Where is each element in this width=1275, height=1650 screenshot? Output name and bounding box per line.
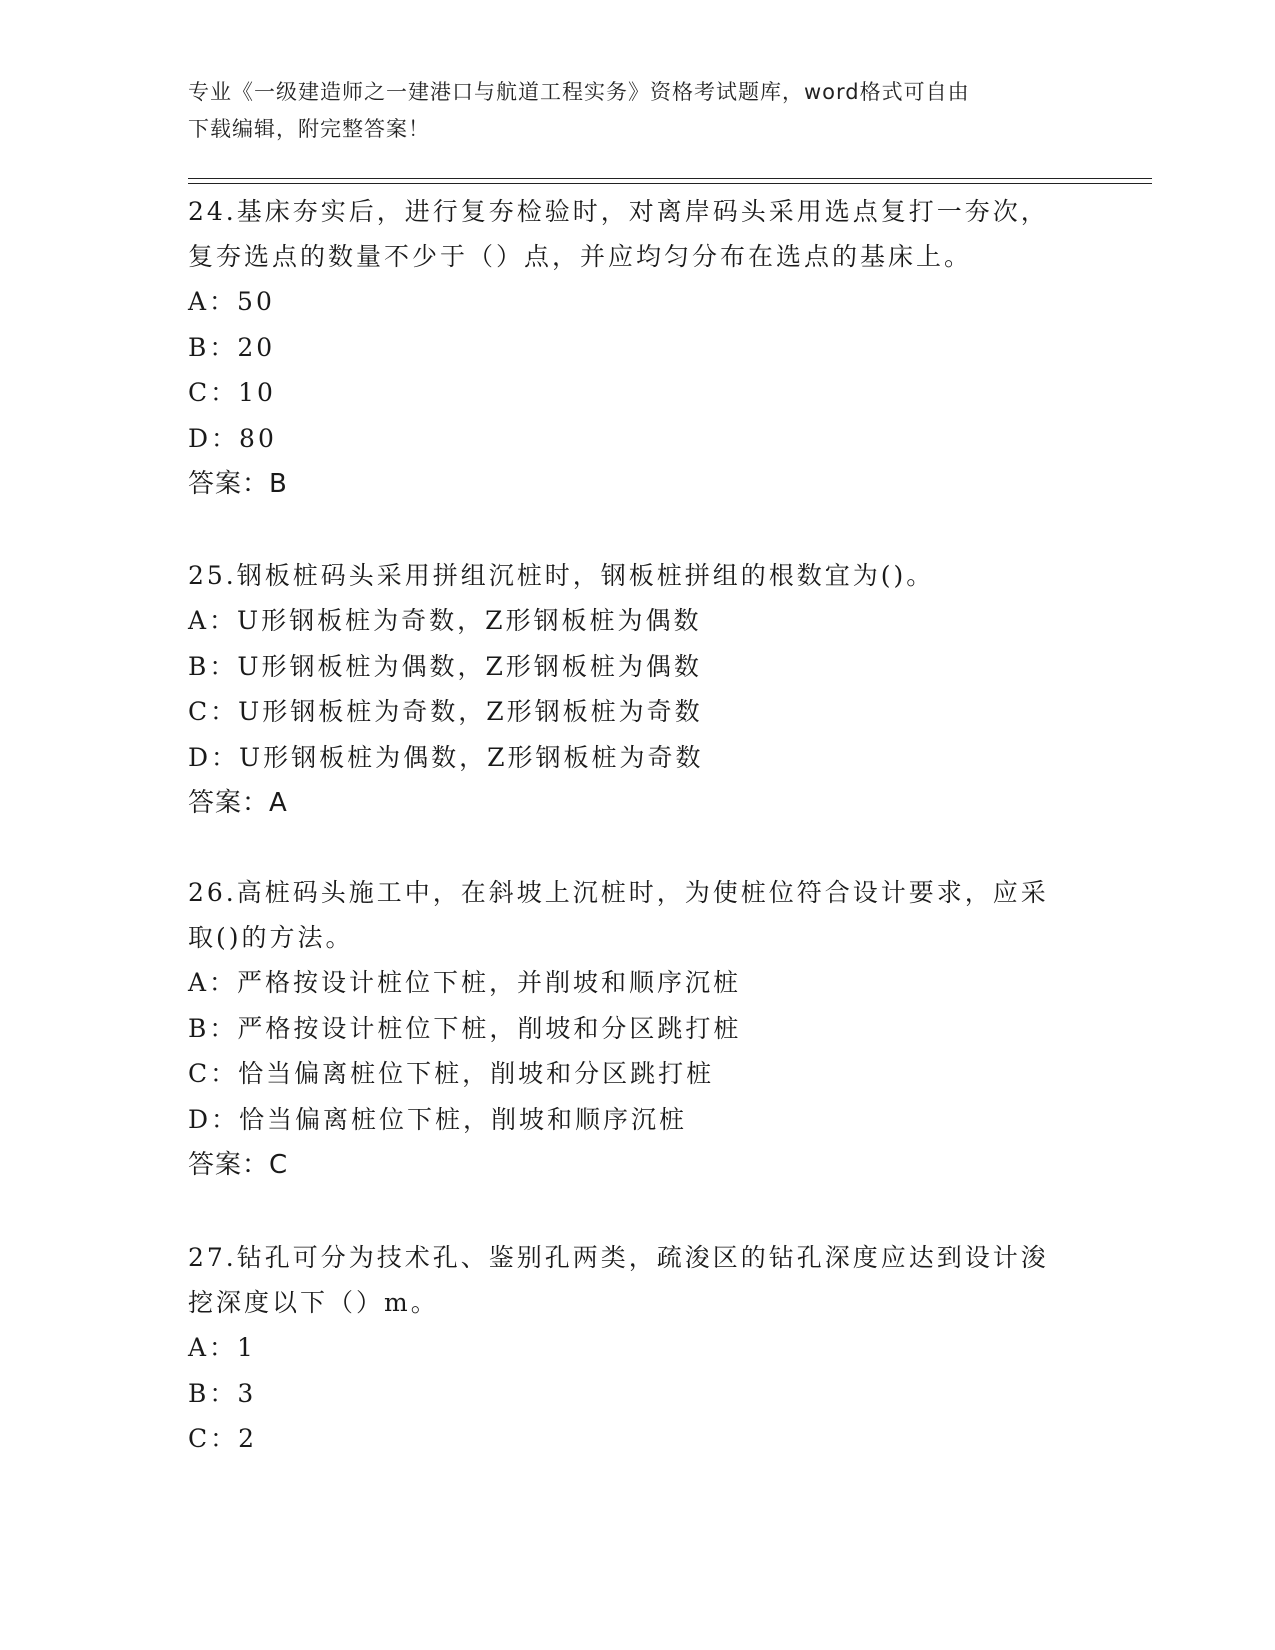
option-a: A：50	[188, 287, 275, 316]
option-b: B：20	[188, 332, 276, 362]
header-divider-bottom	[188, 183, 1152, 184]
option-d: D：80	[188, 423, 277, 453]
question-stem-line: 挖深度以下（）m。	[188, 1288, 439, 1317]
question-27	[188, 1235, 1088, 1462]
question-stem-line: 复夯选点的数量不少于（）点，并应均匀分布在选点的基床上。	[188, 242, 973, 271]
header-divider-top	[188, 178, 1152, 179]
option-a: A：严格按设计桩位下桩，并削坡和顺序沉桩	[188, 968, 742, 997]
question-stem-line: 24.基床夯实后，进行复夯检验时，对离岸码头采用选点复打一夯次，	[188, 197, 1049, 226]
question-26	[188, 870, 1088, 1188]
option-b: B：3	[188, 1378, 257, 1408]
answer-label: 答案：A	[188, 788, 288, 818]
question-stem-line: 26.高桩码头施工中，在斜坡上沉桩时，为使桩位符合设计要求，应采	[188, 878, 1049, 907]
header-line-1: 专业《一级建造师之一建港口与航道工程实务》资格考试题库，word格式可自由	[188, 80, 970, 104]
header-line-2: 下载编辑，附完整答案！	[188, 117, 430, 141]
answer-label: 答案：B	[188, 469, 288, 499]
option-c: C：2	[188, 1424, 258, 1453]
answer-label: 答案：C	[188, 1150, 289, 1180]
option-d: D：恰当偏离桩位下桩，削坡和顺序沉桩	[188, 1104, 688, 1134]
option-d: D：U形钢板桩为偶数，Z形钢板桩为奇数	[188, 742, 704, 772]
question-stem-line: 25.钢板桩码头采用拼组沉桩时，钢板桩拼组的根数宜为()。	[188, 561, 935, 590]
option-c: C：恰当偏离桩位下桩，削坡和分区跳打桩	[188, 1059, 715, 1088]
document-header	[188, 74, 1088, 148]
option-c: C：10	[188, 378, 276, 407]
option-c: C：U形钢板桩为奇数，Z形钢板桩为奇数	[188, 697, 703, 726]
question-24	[188, 189, 1088, 507]
question-25	[188, 553, 1088, 826]
question-stem-line: 27.钻孔可分为技术孔、鉴别孔两类，疏浚区的钻孔深度应达到设计浚	[188, 1243, 1049, 1272]
option-b: B：U形钢板桩为偶数，Z形钢板桩为偶数	[188, 651, 702, 681]
question-stem-line: 取()的方法。	[188, 923, 354, 952]
option-b: B：严格按设计桩位下桩，削坡和分区跳打桩	[188, 1013, 742, 1043]
option-a: A：U形钢板桩为奇数，Z形钢板桩为偶数	[188, 606, 702, 635]
option-a: A：1	[188, 1333, 256, 1362]
